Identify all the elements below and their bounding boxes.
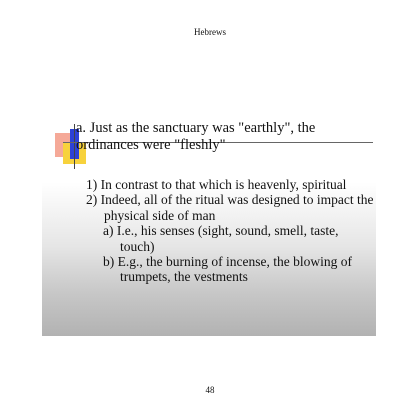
vertical-rule: [74, 124, 75, 169]
outline-subitem-b: b) E.g., the burning of incense, the blowing of trumpets, the vestments: [103, 254, 352, 285]
slide-outline: [86, 177, 376, 285]
page-header: Hebrews: [194, 27, 226, 37]
page-number: 48: [205, 385, 215, 395]
outline-subitem-a: a) I.e., his senses (sight, sound, smell, taste, touch): [103, 223, 339, 254]
slide-title: a. Just as the sanctuary was "earthly", the ordinances were "fleshly": [76, 120, 316, 153]
outline-item-1: 1) In contrast to that which is heavenly, spiritual: [86, 177, 347, 192]
outline-item-2: 2) Indeed, all of the ritual was designed to impact the physical side of man: [86, 192, 374, 223]
slide-image: [42, 99, 376, 336]
